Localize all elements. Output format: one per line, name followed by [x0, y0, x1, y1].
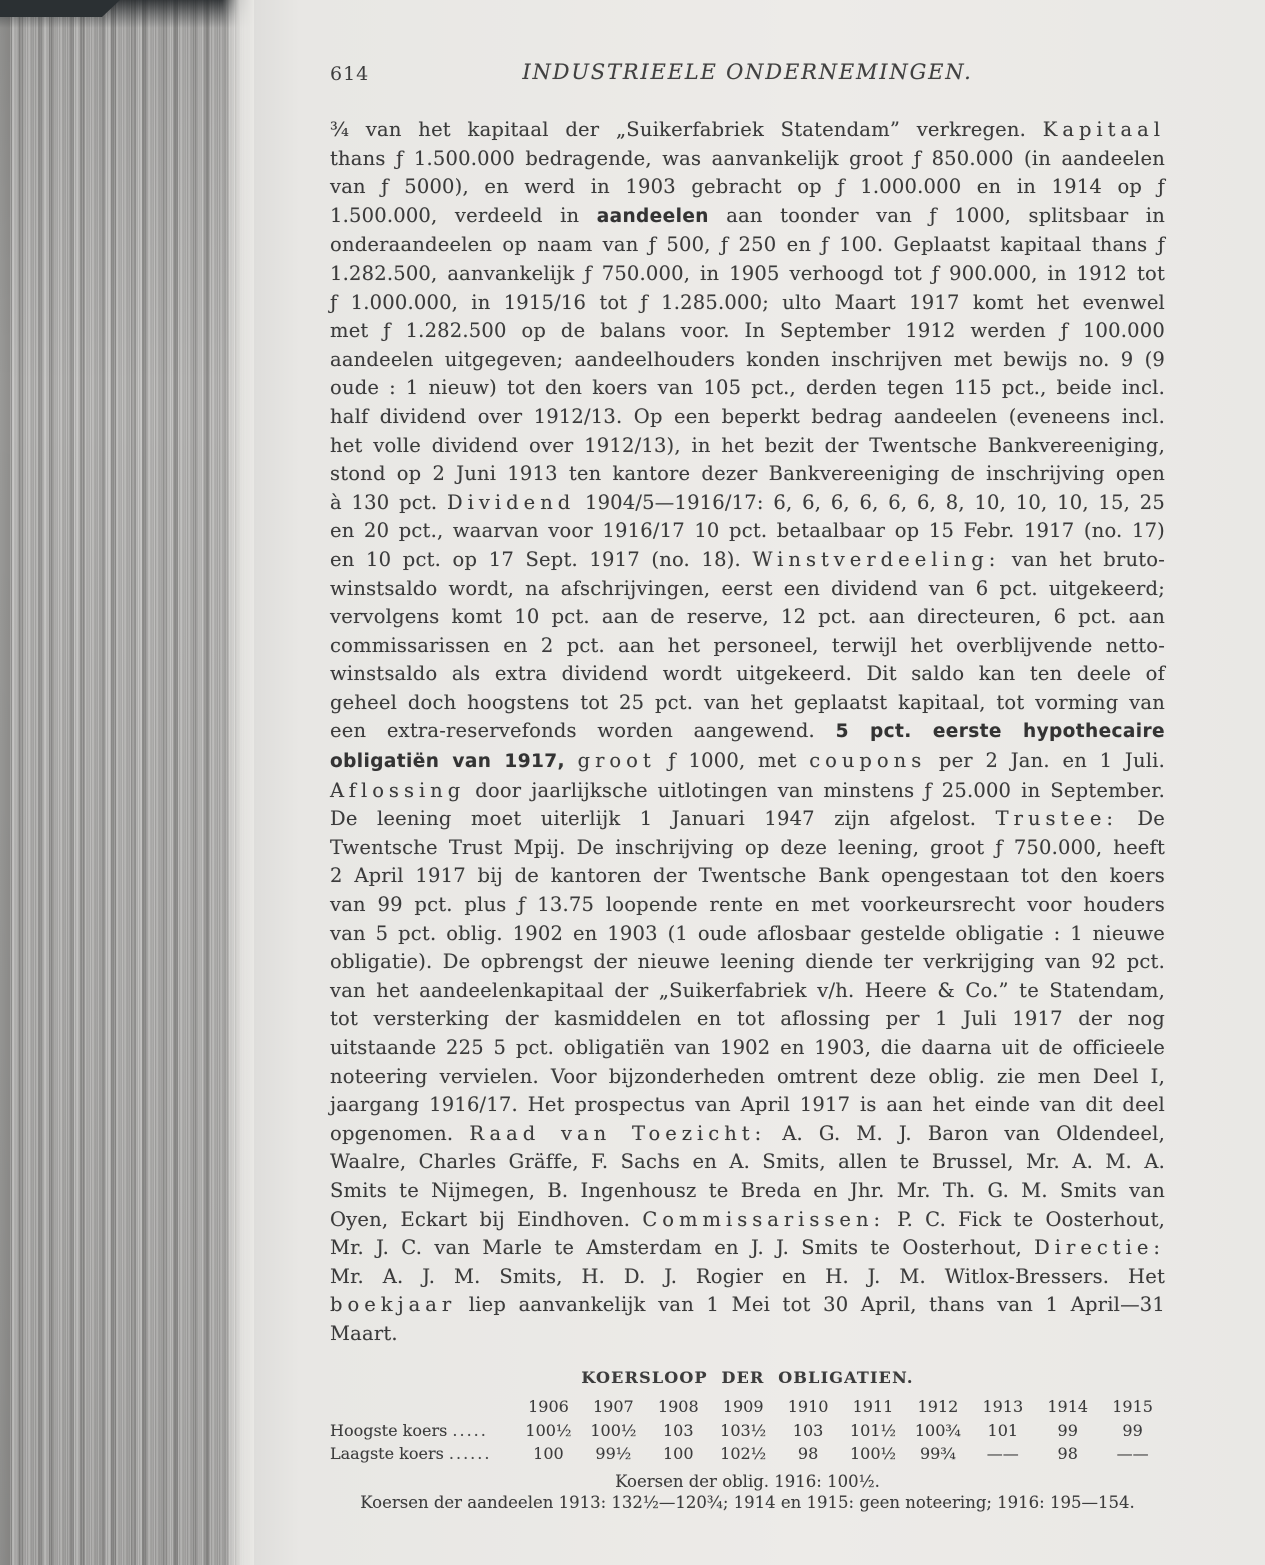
aandeelen-koersen-note: Koersen der aandeelen 1913: 132½—120¾; 1914 en 1915: geen noteering; 1916: 195—154. [360, 1492, 1135, 1512]
text-segment: aan toonder van ƒ 1000, splitsbaar in onderaandeelen op naam van ƒ 500, ƒ 250 en ƒ 100. Geplaatst kapitaal thans ƒ 1.282.500, aanvankelijk ƒ 750.000, in 1905 verhoogd tot ƒ 900.000, in 1912 tot ƒ 1.000.000, in 1915/16 tot ƒ 1.285.000; ulto Maart 1917 komt het evenwel met ƒ 1.282.500 op de balans voor. In September 1912 werden ƒ 100.000 aandeelen uitgegeven; aandeelhouders konden inschrijven met bewijs no. 9 (9 oude : 1 nieuw) tot den koers van 105 pct., derden tegen 115 pct., beide incl. half dividend over 1912/13. Op een beperkt bedrag aandeelen (eveneens incl. het volle dividend over 1912/13), in het bezit der Twentsche Bankvereeniging, stond op 2 Juni 1913 ten kantore dezer Bankvereeniging de inschrijving open à 130 pct. [330, 203, 1166, 514]
koersloop-table [330, 1395, 1165, 1466]
table-title: KOERSLOOP DER OBLIGATIEN. [581, 1368, 914, 1388]
row-label [330, 1442, 516, 1466]
koers-cell: 99¾ [919, 1444, 956, 1464]
spine-tone-overlay [0, 0, 254, 1565]
text-segment-spaced: boekjaar [330, 1293, 457, 1317]
koers-cell: 103 [662, 1420, 694, 1440]
text-segment: 1904/5—1916/17: 6, 6, 6, 6, 6, 6, 8, 10, 10, 10, 15, 25 en 20 pct., waarvan voor 1916/17 10 pct. betaalbaar op 15 Febr. 1917 (no. 17) en 10 pct. op 17 Sept. 1917 (no. 18). [330, 490, 1165, 571]
koers-cell: 102½ [720, 1444, 767, 1464]
text-segment: thans ƒ 1.500.000 bedragende, was aanvankelijk groot ƒ 850.000 (in aandeelen van ƒ 5000), en werd in 1903 gebracht op ƒ 1.000.000 en in 1914 op ƒ 1.500.000, verdeeld in [330, 146, 1165, 227]
row-label-text: Laagste koers [330, 1444, 444, 1464]
text-segment: De Twentsche Trust Mpij. De inschrijving op deze leening, groot ƒ 750.000, heeft 2 April 1917 bij de kantoren der Twentsche Bank opengestaan tot den koers van 99 pct. plus ƒ 13.75 loopende rente en met voorkeursrecht voor houders van 5 pct. oblig. 1902 en 1903 (1 oude aflosbaar gestelde obligatie : 1 nieuwe obligatie). De opbrengst der nieuwe leening diende ter verkrijging van 92 pct. van het aandeelenkapitaal der „Suikerfabriek v/h. Heere & Co.” te Statendam, tot versterking der kasmiddelen en tot aflossing per 1 Juli 1917 der nog uitstaande 225 5 pct. obligatiën van 1902 en 1903, die daarna uit de officieele noteering vervielen. Voor bijzonderheden omtrent deze oblig. zie men Deel I, jaargang 1916/17. Het prospectus van April 1917 is aan het einde van dit deel opgenomen. [330, 807, 1165, 1145]
koersloop-section [330, 1368, 1165, 1512]
year-cell: 1909 [722, 1397, 764, 1417]
year-cell: 1906 [528, 1397, 569, 1417]
year-cell: 1912 [917, 1397, 959, 1417]
row-label-text: Hoogste koers [330, 1420, 448, 1440]
koers-cell: —— [1116, 1444, 1149, 1464]
year-cell: 1913 [982, 1397, 1024, 1417]
row-label [330, 1419, 516, 1443]
year-cell: 1908 [657, 1397, 699, 1417]
koers-cell: 103 [792, 1420, 824, 1440]
text-segment-spaced: Trustee: [995, 807, 1119, 831]
spine-page-fade [222, 0, 254, 1565]
leader-dots: ...... [448, 1444, 492, 1464]
page-content [330, 60, 1165, 1512]
text-segment-spaced: Raad van Toezicht: [469, 1121, 767, 1145]
koers-cell: —— [986, 1444, 1019, 1464]
text-segment-spaced: Dividend [447, 490, 576, 514]
koers-cell: 99½ [595, 1444, 632, 1464]
scanned-page [254, 0, 1265, 1565]
table-row-hoogste [330, 1419, 1165, 1443]
koers-cell: 98 [797, 1444, 819, 1464]
year-cell: 1910 [787, 1397, 829, 1417]
koers-cell: 98 [1057, 1444, 1078, 1464]
text-segment: van het bruto-winstsaldo wordt, na afschrijvingen, eerst een dividend van 6 pct. uitgekeerd; vervolgens komt 10 pct. aan de reserve, 12 pct. aan directeuren, 6 pct. aan commissarissen en 2 pct. aan het personeel, terwijl het overblijvende netto-winstsaldo als extra dividend wordt uitgekeerd. Dit saldo kan ten deele of geheel doch hoogstens tot 25 pct. van het geplaatst kapitaal, tot vorming van een extra-reservefonds worden aangewend. [330, 547, 1166, 743]
text-segment-spaced: Winstverdeeling: [752, 547, 1001, 571]
text-segment: Mr. A. J. M. Smits, H. D. J. Rogier en H. J. M. Witlox-Bressers. Het [330, 1264, 1165, 1288]
book-spine-page-edges [0, 0, 254, 1565]
text-segment-spaced: Commissarissen: [642, 1207, 886, 1231]
koers-cell: 101 [987, 1420, 1019, 1440]
text-segment: liep aanvankelijk van 1 Mei tot 30 April, thans van 1 April—31 Maart. [330, 1293, 1165, 1345]
koers-cell: 100 [662, 1444, 694, 1464]
table-year-row [330, 1395, 1165, 1419]
running-title: INDUSTRIEELE ONDERNEMINGEN. [522, 60, 973, 84]
oblig-koersen-note: Koersen der oblig. 1916: 100½. [615, 1471, 880, 1491]
text-segment: A. G. M. J. Baron van Oldendeel, Waalre, Charles Gräffe, F. Sachs en A. Smits, allen te Brussel, Mr. A. M. A. Smits te Nijmegen, B. Ingenhousz te Breda en Jhr. Mr. Th. G. M. Smits van Oyen, Eckart bij Eindhoven. [330, 1121, 1165, 1231]
text-segment-spaced: Aflossing [330, 778, 466, 802]
text-segment: P. C. Fick te Oosterhout, Mr. J. C. van Marle te Amsterdam en J. J. Smits te Oosterhout, [330, 1207, 1166, 1260]
koers-cell: 100½ [590, 1420, 637, 1440]
koers-cell: 99 [1122, 1420, 1143, 1440]
text-segment: ƒ 1000, met [655, 749, 810, 773]
year-cell: 1915 [1112, 1397, 1153, 1417]
year-cell: 1911 [852, 1397, 894, 1417]
koers-cell: 100¾ [914, 1420, 961, 1440]
text-segment-bold: aandeelen [596, 205, 709, 227]
year-cell: 1907 [593, 1397, 634, 1417]
text-segment-spaced: Directie: [1034, 1236, 1165, 1260]
empty-label-cell [330, 1395, 516, 1419]
koers-cell: 103½ [720, 1420, 767, 1440]
text-segment-spaced: groot [577, 749, 656, 773]
text-segment: per 2 Jan. en 1 Juli. [926, 749, 1165, 773]
table-row-laagste [330, 1442, 1165, 1466]
text-segment: door jaarlijksche uitlotingen van minstens ƒ 25.000 in September. De leening moet uiterlijk 1 Januari 1947 zijn afgelost. [330, 778, 1165, 831]
koers-cell: 99 [1057, 1420, 1078, 1440]
leader-dots: ..... [452, 1420, 488, 1440]
text-segment [565, 749, 578, 772]
text-segment-spaced: coupons [809, 749, 927, 773]
page-number: 614 [330, 63, 370, 85]
text-segment-bold: 5 pct. eerste hypothecaire obligatiën van 1917, [330, 721, 1166, 773]
page-header [330, 60, 1165, 92]
body-paragraph [330, 116, 1165, 1349]
koers-cell: 101½ [849, 1420, 896, 1440]
koers-cell: 100 [533, 1444, 564, 1464]
text-segment-spaced: Kapitaal [1042, 118, 1165, 141]
text-segment: ¾ van het kapitaal der „Suikerfabriek Statendam” verkregen. [330, 118, 1043, 141]
year-cell: 1914 [1047, 1397, 1089, 1417]
koers-cell: 100½ [525, 1420, 572, 1440]
koers-cell: 100½ [849, 1444, 896, 1464]
